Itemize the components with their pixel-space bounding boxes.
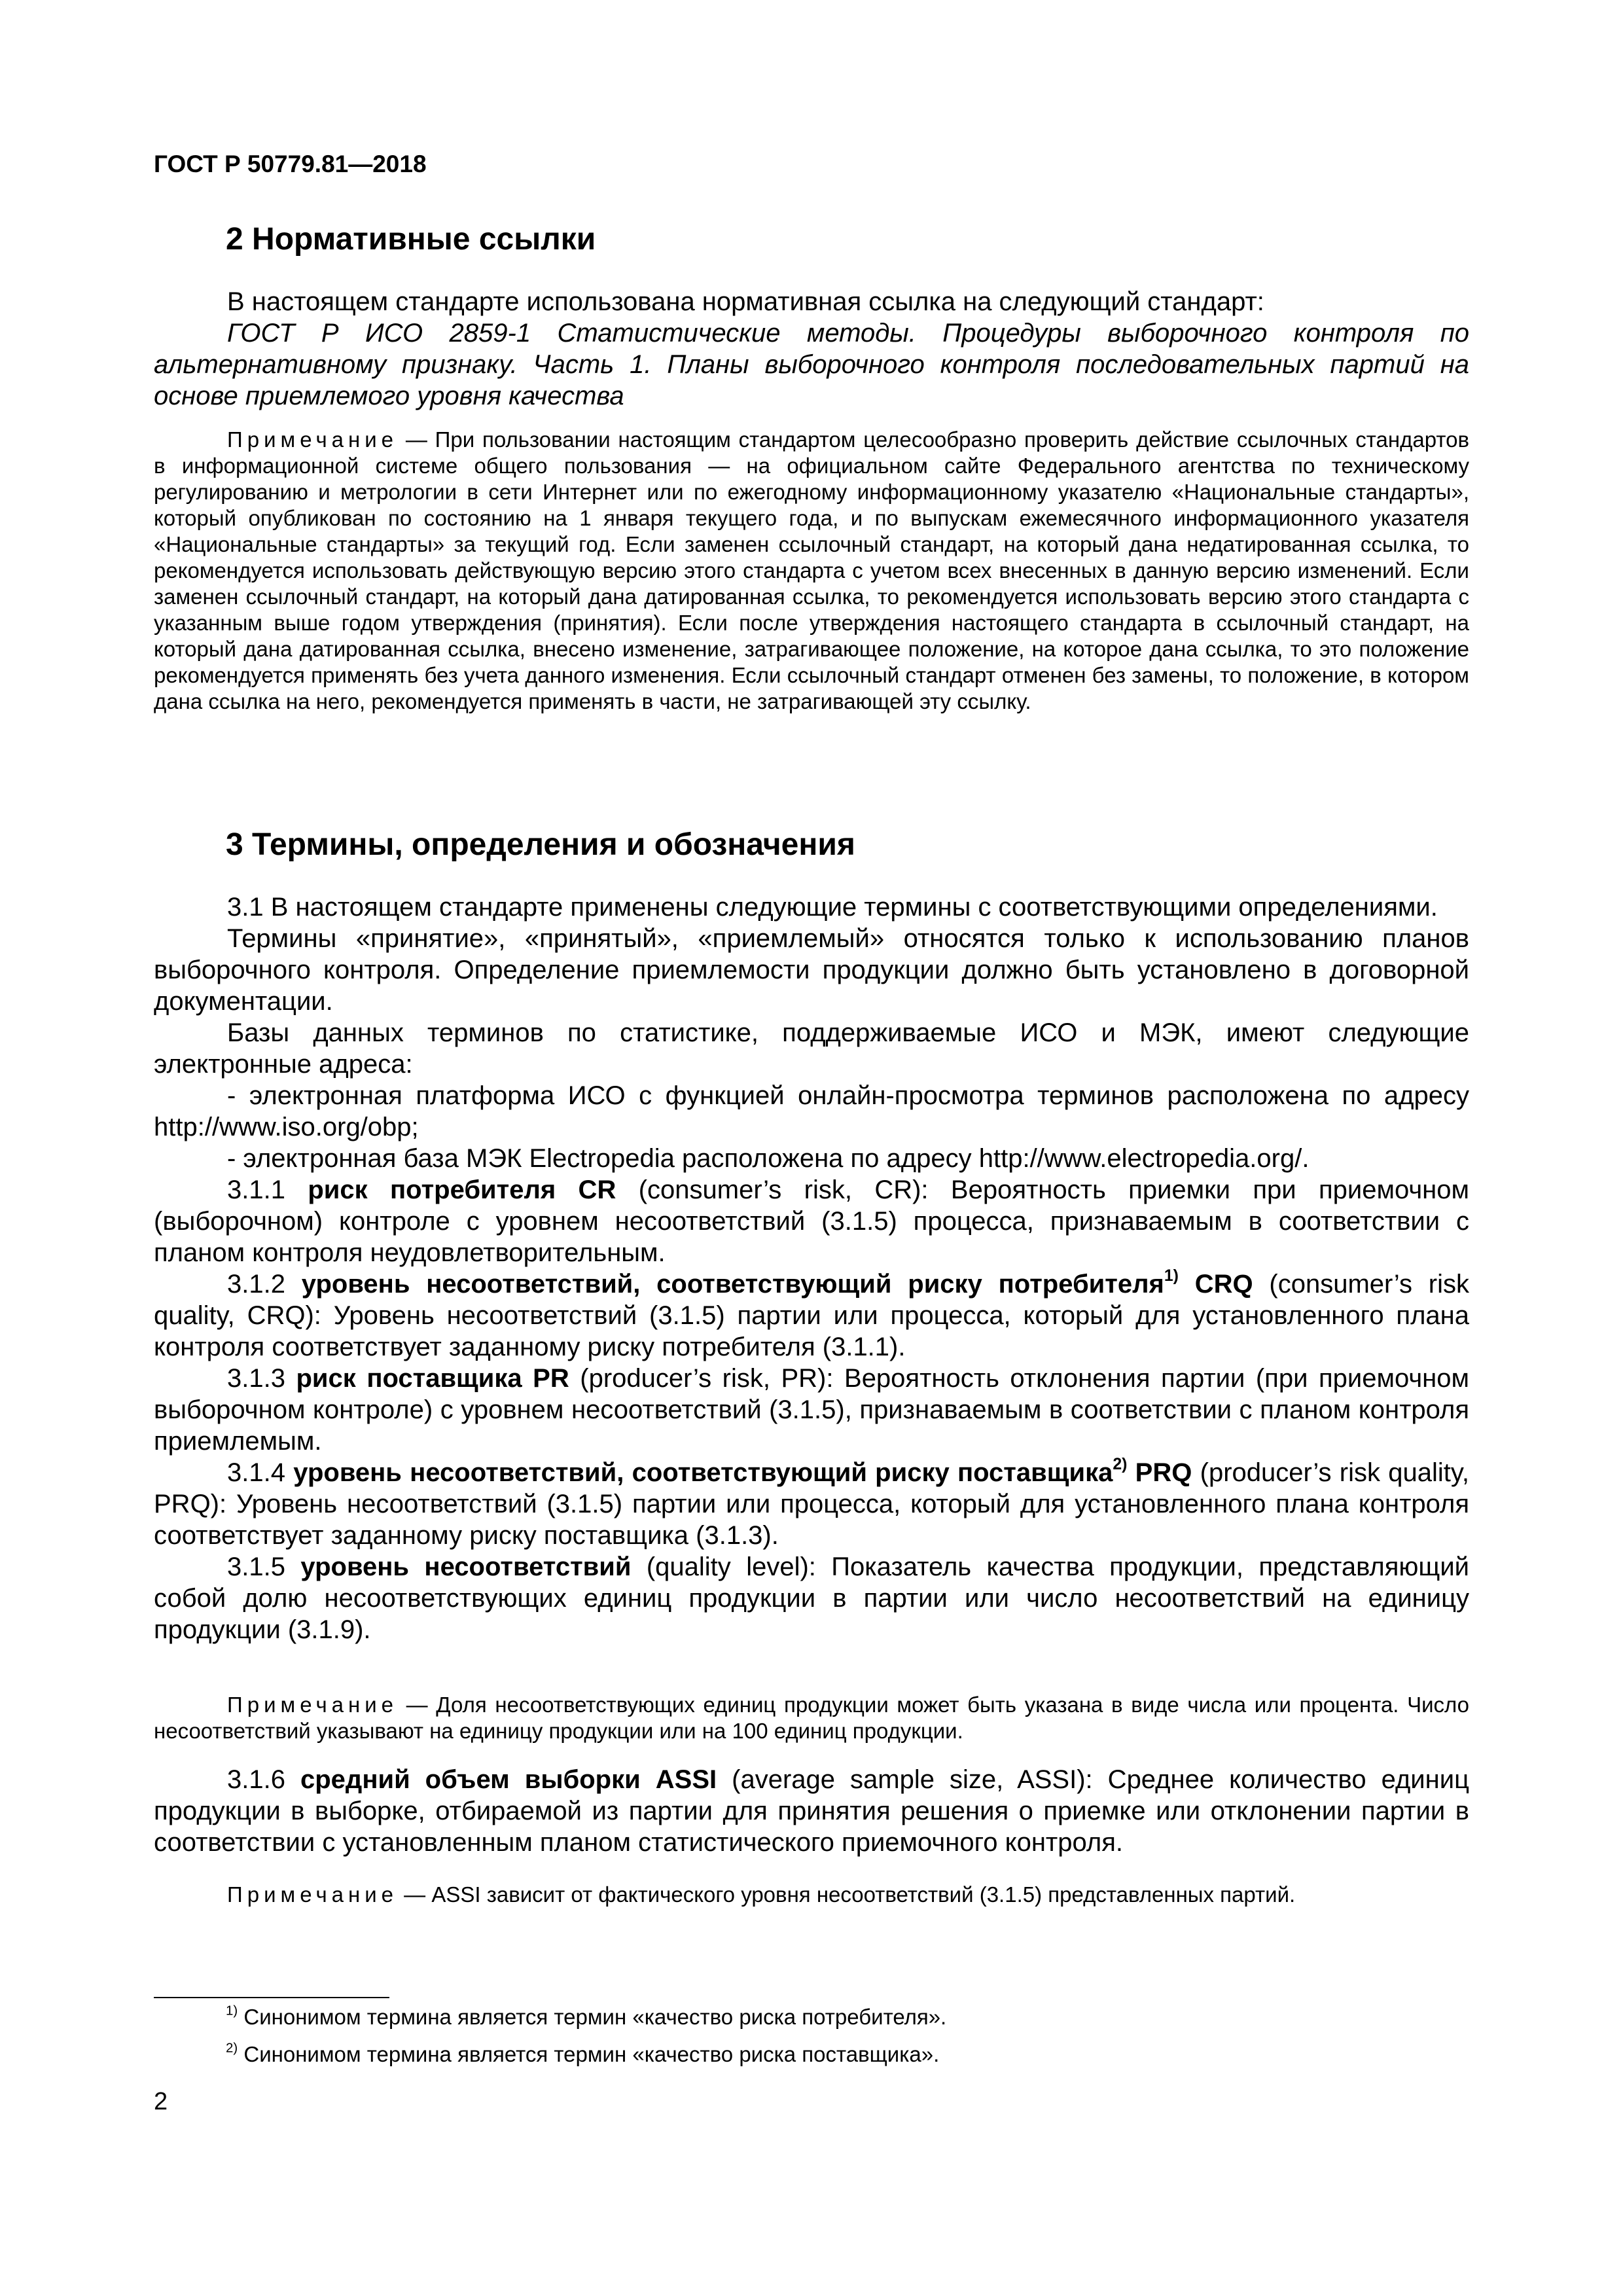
footnote-ref-2: 2) xyxy=(1113,1456,1128,1474)
section-3-body xyxy=(154,891,1469,1645)
document-header: ГОСТ Р 50779.81—2018 xyxy=(154,151,427,177)
page-number: 2 xyxy=(154,2088,168,2115)
section-2-intro: В настоящем стандарте использована нормативная ссылка на следующий стандарт: xyxy=(227,287,1264,316)
iso-obp-item: - электронная платформа ИСО с функцией онлайн-просмотра терминов расположена по адресу http://www.iso.org/obp; xyxy=(154,1081,1469,1141)
term-3-1-6-block xyxy=(154,1764,1469,1858)
electropedia-item: - электронная база МЭК Electropedia расположена по адресу http://www.electropedia.org/. xyxy=(227,1144,1310,1173)
note-3-1-6: Примечание — ASSI зависит от фактического уровня несоответствий (3.1.5) представленных партий. xyxy=(227,1882,1296,1907)
clause-3-1: 3.1 В настоящем стандарте применены следующие термины с соответствующими определениями. xyxy=(227,893,1438,922)
note-text: — При пользовании настоящим стандартом целесообразно проверить действие ссылочных стандартов в информационной системе общего пользования — на официальном сайте Федерального агентства по техническому регулированию и метрологии в сети Интернет или по ежегодному информационному указателю «Национальные стандарты», который опубликован по состоянию на 1 января текущего года, и по выпускам ежемесячного информационного указателя «Национальные стандарты» за текущий год. Если заменен ссылочный стандарт, на который дана недатированная ссылка, то рекомендуется использовать действующую версию этого стандарта с учетом всех внесенных в данную версию изменений. Если заменен ссылочный стандарт, на который дана датированная ссылка, то рекомендуется использовать версию этого стандарта с указанным выше годом утверждения (принятия). Если после утверждения настоящего стандарта в ссылочный стандарт, на который дана датированная ссылка, внесено изменение, затрагивающее положение, на которое дана ссылка, то это положение рекомендуется применять без учета данного изменения. Если ссылочный стандарт отменен без замены, то положение, в котором дана ссылка на него, рекомендуется применять в части, не затрагивающей эту ссылку. xyxy=(154,427,1469,713)
section-2 xyxy=(154,221,1469,257)
section-2-title: 2 Нормативные ссылки xyxy=(226,222,596,257)
terms-acceptance-paragraph: Термины «принятие», «принятый», «приемлемый» относятся только к использованию планов выборочного контроля. Определение приемлемости продукции должно быть установлено в договорной документации. xyxy=(154,924,1469,1016)
terms-databases-paragraph: Базы данных терминов по статистике, поддерживаемые ИСО и МЭК, имеют следующие электронные адреса: xyxy=(154,1018,1469,1079)
section-3 xyxy=(154,827,1469,863)
section-2-body xyxy=(154,286,1469,412)
footnote-2: $^{2)}$ Синонимом термина является термин «качество риска поставщика». xyxy=(226,2040,940,2066)
footnote-1: $^{1)}$ Синонимом термина является термин «качество риска потребителя». xyxy=(226,2003,947,2029)
note-3-1-5: Примечание — Доля несоответствующих единиц продукции может быть указана в виде числа или процента. Число несоответствий указывают на единицу продукции или на 100 единиц продукции. xyxy=(154,1693,1469,1743)
term-3-1-5: 3.1.5 уровень несоответствий (quality level): Показатель качества продукции, представляющий собой долю несоответствующих единиц продукции в партии или число несоответствий на единицу продукции (3.1.9). xyxy=(154,1552,1470,1644)
section-2-note xyxy=(154,427,1469,715)
footnote-separator xyxy=(154,1997,389,1998)
term-3-1-3: 3.1.3 риск поставщика PR (producer’s risk, PR): Вероятность отклонения партии (при приемочном выборочном контроле) с уровнем несоответствий (3.1.5), признаваемым в соответствии с планом контроля приемлемым. xyxy=(154,1364,1469,1456)
term-3-1-6: 3.1.6 средний объем выборки ASSI (average sample size, ASSI): Среднее количество единиц продукции в выборке, отбираемой из партии для принятия решения о приемке или отклонении партии в соответствии с установленным планом статистического приемочного контроля. xyxy=(154,1765,1469,1857)
reference-gost-iso-2859-1: ГОСТ Р ИСО 2859-1 Статистические методы. Процедуры выборочного контроля по альтернативному признаку. Часть 1. Планы выборочного контроля последовательных партий на основе приемлемого уровня качества xyxy=(154,319,1469,410)
footnote-ref-1: 1) xyxy=(1164,1267,1179,1285)
term-3-1-2: 3.1.2 уровень несоответствий, соответствующий риску потребителя$^{1)}$ CRQ (consumer’s risk quality, CRQ): Уровень несоответствий (3.1.5) партии или процесса, который для установленного плана контроля соответствует заданному риску потребителя (3.1.1). xyxy=(154,1267,1469,1361)
term-3-1-1: 3.1.1 риск потребителя CR (consumer’s risk, CR): Вероятность приемки при приемочном (выборочном) контроле с уровнем несоответствий (3.1.5) процесса, признаваемым в соответствии с планом контроля неудовлетворительным. xyxy=(154,1175,1470,1267)
note-label: Примечание xyxy=(227,427,399,452)
section-3-title: 3 Термины, определения и обозначения xyxy=(226,827,855,862)
term-3-1-4: 3.1.4 уровень несоответствий, соответствующий риску поставщика$^{2)}$ PRQ (producer’s risk quality, PRQ): Уровень несоответствий (3.1.5) партии или процесса, который для установленного плана контроля соответствует заданному риску поставщика (3.1.3). xyxy=(154,1456,1470,1550)
